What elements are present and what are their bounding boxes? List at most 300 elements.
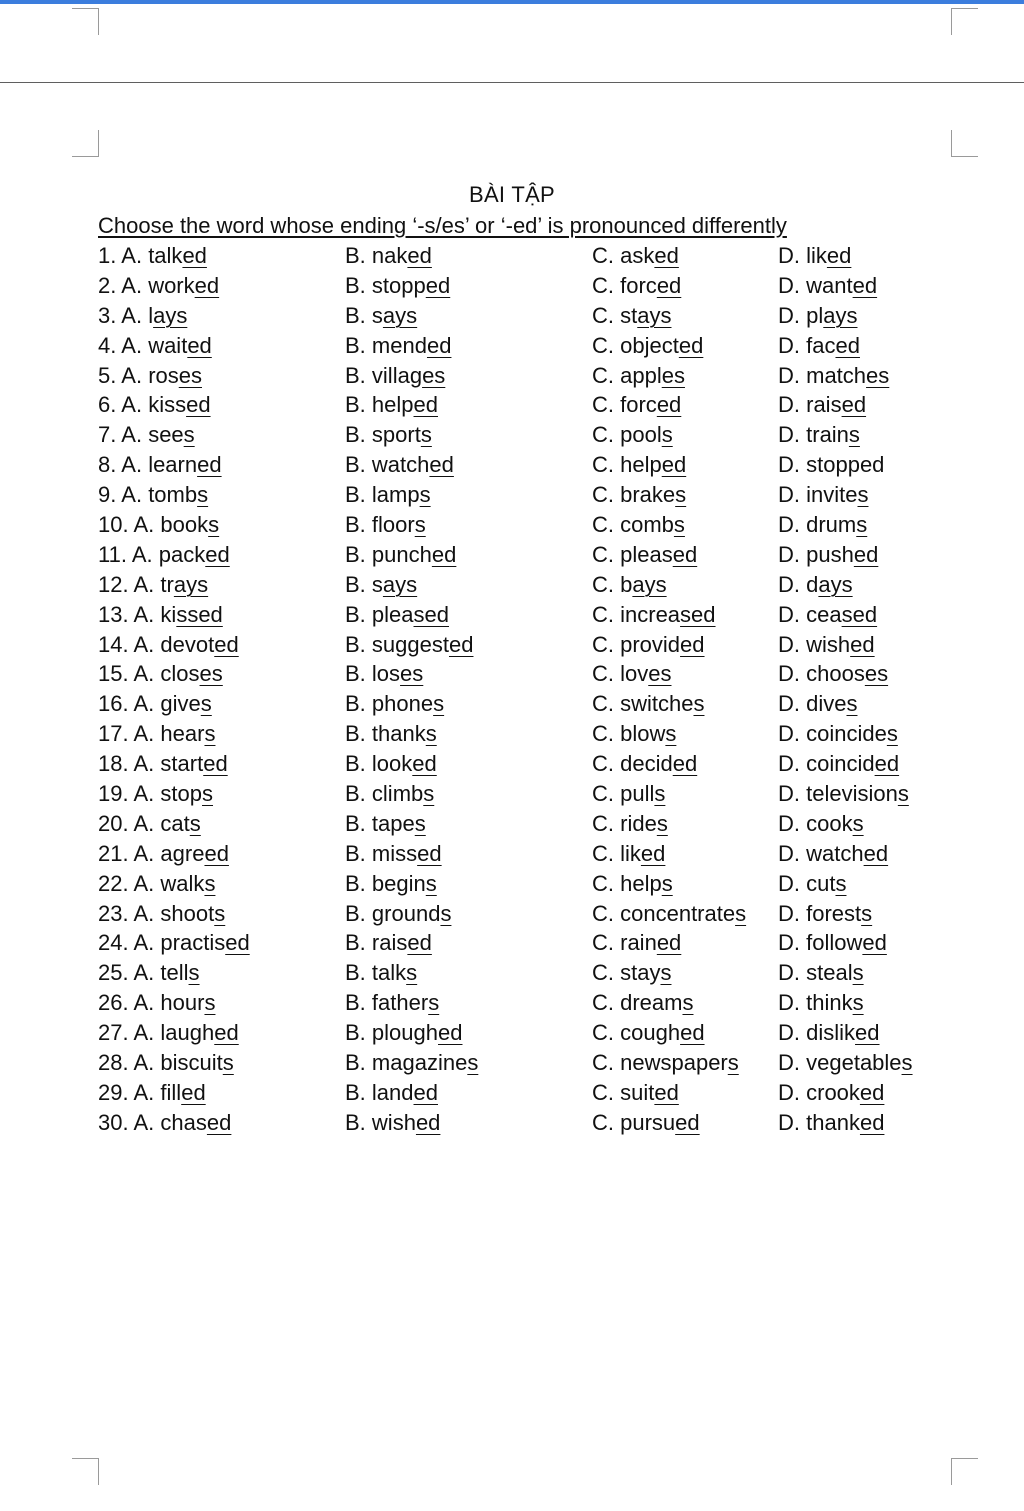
question-row bbox=[0, 600, 1024, 630]
option-b bbox=[345, 600, 449, 630]
word-stem: ki bbox=[160, 601, 177, 627]
option-letter: B. bbox=[345, 631, 366, 657]
underlined-ending: ed bbox=[426, 332, 452, 358]
word-stem: switche bbox=[620, 691, 694, 717]
word-stem: magazine bbox=[371, 1050, 468, 1076]
word-stem: give bbox=[160, 691, 201, 717]
word-stem: rais bbox=[371, 930, 408, 956]
option-d bbox=[778, 390, 866, 420]
underlined-ending: s bbox=[886, 721, 898, 747]
question-number: 6. bbox=[98, 392, 117, 418]
word-stem: dive bbox=[806, 691, 847, 717]
underlined-ending: es bbox=[864, 661, 889, 687]
option-c bbox=[592, 361, 685, 391]
question-number: 4. bbox=[98, 332, 117, 358]
option-letter: B. bbox=[345, 990, 366, 1016]
underlined-ending: ays bbox=[637, 302, 672, 328]
option-b bbox=[345, 839, 442, 869]
option-letter: C. bbox=[592, 482, 614, 508]
underlined-ending: ed bbox=[415, 1109, 441, 1135]
underlined-ending: s bbox=[665, 721, 677, 747]
option-letter: C. bbox=[592, 422, 614, 448]
word-stem: lik bbox=[620, 840, 641, 866]
option-d bbox=[778, 779, 909, 809]
option-b bbox=[345, 480, 431, 510]
underlined-ending: ed bbox=[672, 751, 698, 777]
question-row bbox=[0, 779, 1024, 809]
crop-mark bbox=[72, 8, 99, 35]
underlined-ending: ed bbox=[859, 1079, 885, 1105]
question-number: 19. bbox=[98, 781, 129, 807]
option-d bbox=[778, 958, 864, 988]
option-a bbox=[98, 570, 208, 600]
underlined-ending: s bbox=[835, 870, 847, 896]
underlined-ending: ed bbox=[187, 332, 212, 358]
option-d bbox=[778, 331, 860, 361]
underlined-ending: s bbox=[735, 900, 747, 926]
option-letter: A. bbox=[133, 1109, 155, 1135]
underlined-ending: ed bbox=[425, 272, 451, 298]
question-number: 23. bbox=[98, 900, 129, 926]
option-letter: A. bbox=[133, 810, 155, 836]
word-stem: steal bbox=[806, 960, 853, 986]
word-stem: object bbox=[620, 332, 679, 358]
option-b bbox=[345, 271, 450, 301]
underlined-ending: ed bbox=[654, 243, 679, 268]
option-c bbox=[592, 450, 686, 480]
option-letter: C. bbox=[592, 362, 614, 388]
option-a bbox=[98, 420, 195, 450]
option-letter: C. bbox=[592, 243, 614, 268]
underlined-ending: s bbox=[661, 870, 673, 896]
question-row bbox=[0, 331, 1024, 361]
question-list bbox=[0, 241, 1024, 1138]
option-a bbox=[98, 958, 200, 988]
option-letter: A. bbox=[131, 541, 153, 567]
option-letter: B. bbox=[345, 452, 366, 478]
underlined-ending: ed bbox=[835, 332, 860, 358]
question-number: 9. bbox=[98, 482, 117, 508]
option-letter: D. bbox=[778, 392, 800, 418]
word-stem: clos bbox=[160, 661, 200, 687]
option-d bbox=[778, 749, 899, 779]
option-letter: D. bbox=[778, 482, 800, 508]
word-stem: d bbox=[806, 571, 819, 597]
option-letter: D. bbox=[778, 840, 800, 866]
word-stem: forest bbox=[806, 900, 862, 926]
word-stem: phone bbox=[371, 691, 434, 717]
option-b bbox=[345, 988, 439, 1018]
option-letter: B. bbox=[345, 930, 366, 956]
option-d bbox=[778, 719, 898, 749]
word-stem: blow bbox=[620, 721, 666, 747]
option-letter: C. bbox=[592, 930, 614, 956]
option-letter: D. bbox=[778, 661, 800, 687]
word-stem: dislik bbox=[806, 1020, 856, 1046]
option-a bbox=[98, 779, 213, 809]
option-letter: C. bbox=[592, 1079, 614, 1105]
underlined-ending: s bbox=[440, 900, 452, 926]
option-c bbox=[592, 958, 671, 988]
question-row bbox=[0, 241, 1024, 271]
option-a bbox=[98, 719, 215, 749]
underlined-ending: s bbox=[673, 512, 685, 538]
option-a bbox=[98, 600, 223, 630]
word-stem: work bbox=[148, 272, 195, 298]
option-d bbox=[778, 450, 884, 480]
option-letter: B. bbox=[345, 482, 366, 508]
option-b bbox=[345, 928, 432, 958]
option-c bbox=[592, 749, 697, 779]
crop-mark bbox=[72, 130, 99, 157]
option-letter: D. bbox=[778, 751, 800, 777]
word-stem: walk bbox=[160, 870, 205, 896]
option-letter: D. bbox=[778, 452, 800, 478]
option-b bbox=[345, 1108, 440, 1138]
option-letter: C. bbox=[592, 1020, 614, 1046]
question-row bbox=[0, 659, 1024, 689]
option-b bbox=[345, 420, 432, 450]
word-stem: l bbox=[148, 302, 154, 328]
underlined-ending: ed bbox=[672, 541, 698, 567]
question-number: 28. bbox=[98, 1050, 129, 1076]
option-letter: D. bbox=[778, 571, 800, 597]
option-letter: B. bbox=[345, 1079, 366, 1105]
option-letter: C. bbox=[592, 751, 614, 777]
word-stem: laugh bbox=[160, 1020, 215, 1046]
underlined-ending: ed bbox=[413, 392, 438, 418]
question-number: 15. bbox=[98, 661, 129, 687]
underlined-ending: es bbox=[400, 661, 424, 687]
question-row bbox=[0, 480, 1024, 510]
question-row bbox=[0, 869, 1024, 899]
word-stem: tomb bbox=[148, 482, 198, 508]
option-b bbox=[345, 899, 451, 929]
option-c bbox=[592, 271, 681, 301]
option-letter: D. bbox=[778, 302, 800, 328]
word-stem: talk bbox=[371, 960, 407, 986]
underlined-ending: s bbox=[852, 960, 864, 986]
option-letter: C. bbox=[592, 661, 614, 687]
option-letter: D. bbox=[778, 1109, 800, 1135]
option-b bbox=[345, 749, 437, 779]
option-b bbox=[345, 659, 423, 689]
word-stem: appl bbox=[620, 362, 662, 388]
underlined-ending: ed bbox=[862, 930, 887, 956]
underlined-ending: s bbox=[846, 691, 858, 717]
option-letter: B. bbox=[345, 810, 366, 836]
question-row bbox=[0, 271, 1024, 301]
word-stem: cea bbox=[806, 601, 842, 627]
option-letter: A. bbox=[133, 1079, 155, 1105]
word-stem: pleas bbox=[620, 541, 673, 567]
underlined-ending: ed bbox=[225, 930, 250, 956]
word-stem: rais bbox=[806, 392, 842, 418]
option-a bbox=[98, 1078, 206, 1108]
word-stem: land bbox=[371, 1079, 414, 1105]
option-b bbox=[345, 958, 417, 988]
option-letter: B. bbox=[345, 1109, 366, 1135]
word-stem: lov bbox=[620, 661, 649, 687]
word-stem: push bbox=[806, 541, 854, 567]
question-row bbox=[0, 301, 1024, 331]
option-letter: C. bbox=[592, 571, 614, 597]
underlined-ending: ays bbox=[382, 571, 418, 597]
option-a bbox=[98, 630, 239, 660]
option-letter: C. bbox=[592, 392, 614, 418]
question-number: 8. bbox=[98, 452, 117, 478]
word-stem: help bbox=[620, 870, 662, 896]
option-b bbox=[345, 540, 456, 570]
option-a bbox=[98, 869, 215, 899]
underlined-ending: ed bbox=[412, 751, 437, 777]
word-stem: tape bbox=[371, 810, 415, 836]
option-a bbox=[98, 839, 229, 869]
option-c bbox=[592, 630, 705, 660]
underlined-ending: ed bbox=[678, 332, 704, 358]
option-letter: A. bbox=[133, 990, 155, 1016]
question-row bbox=[0, 1078, 1024, 1108]
word-stem: brake bbox=[620, 482, 676, 508]
option-a bbox=[98, 1048, 234, 1078]
option-b bbox=[345, 570, 417, 600]
option-letter: B. bbox=[345, 302, 366, 328]
option-b bbox=[345, 779, 434, 809]
underlined-ending: s bbox=[852, 810, 864, 836]
underlined-ending: s bbox=[189, 810, 201, 836]
option-letter: A. bbox=[121, 243, 143, 268]
question-number: 20. bbox=[98, 810, 129, 836]
word-stem: match bbox=[806, 362, 867, 388]
underlined-ending: s bbox=[425, 721, 437, 747]
underlined-ending: s bbox=[856, 512, 868, 538]
underlined-ending: s bbox=[204, 721, 216, 747]
underlined-ending: s bbox=[222, 1050, 234, 1076]
option-c bbox=[592, 899, 746, 929]
option-d bbox=[778, 480, 868, 510]
underlined-ending: s bbox=[852, 990, 864, 1016]
option-c bbox=[592, 1018, 705, 1048]
word-stem: chas bbox=[160, 1109, 207, 1135]
option-letter: C. bbox=[592, 601, 614, 627]
underlined-ending: s bbox=[467, 1050, 479, 1076]
option-letter: B. bbox=[345, 870, 366, 896]
word-stem: invite bbox=[806, 482, 858, 508]
underlined-ending: ed bbox=[680, 1020, 705, 1046]
underlined-ending: es bbox=[661, 362, 685, 388]
option-letter: C. bbox=[592, 541, 614, 567]
option-c bbox=[592, 689, 704, 719]
word-stem: cat bbox=[160, 810, 190, 836]
word-stem: lamp bbox=[371, 482, 420, 508]
word-stem: thank bbox=[371, 721, 426, 747]
word-stem: wish bbox=[371, 1109, 416, 1135]
header-divider bbox=[0, 82, 1024, 83]
option-b bbox=[345, 1018, 462, 1048]
underlined-ending: ed bbox=[182, 243, 207, 268]
word-stem: tr bbox=[160, 571, 174, 597]
underlined-ending: ed bbox=[205, 541, 230, 567]
question-number: 18. bbox=[98, 751, 129, 777]
underlined-ending: ed bbox=[640, 840, 666, 866]
option-b bbox=[345, 450, 454, 480]
question-row bbox=[0, 928, 1024, 958]
option-a bbox=[98, 899, 225, 929]
word-stem: kiss bbox=[148, 392, 187, 418]
option-letter: A. bbox=[133, 840, 155, 866]
question-number: 3. bbox=[98, 302, 117, 328]
option-letter: B. bbox=[345, 601, 366, 627]
option-letter: B. bbox=[345, 571, 366, 597]
option-d bbox=[778, 899, 872, 929]
word-stem: miss bbox=[371, 840, 418, 866]
question-row bbox=[0, 1048, 1024, 1078]
word-stem: b bbox=[620, 571, 633, 597]
option-b bbox=[345, 630, 473, 660]
option-d bbox=[778, 839, 888, 869]
option-letter: C. bbox=[592, 870, 614, 896]
option-c bbox=[592, 839, 665, 869]
option-b bbox=[345, 241, 432, 271]
option-d bbox=[778, 809, 864, 839]
word-stem: pull bbox=[620, 781, 655, 807]
word-stem: concentrate bbox=[620, 900, 736, 926]
underlined-ending: s bbox=[204, 990, 216, 1016]
word-stem: agre bbox=[160, 840, 205, 866]
option-letter: A. bbox=[133, 781, 155, 807]
option-d bbox=[778, 301, 858, 331]
underlined-ending: s bbox=[420, 422, 432, 448]
word-stem: wait bbox=[148, 332, 188, 358]
word-stem: hear bbox=[160, 721, 205, 747]
option-a bbox=[98, 331, 212, 361]
underlined-ending: ed bbox=[417, 840, 442, 866]
option-c bbox=[592, 719, 676, 749]
option-letter: D. bbox=[778, 721, 800, 747]
option-a bbox=[98, 480, 208, 510]
underlined-ending: es bbox=[178, 362, 202, 388]
option-letter: C. bbox=[592, 900, 614, 926]
question-row bbox=[0, 630, 1024, 660]
option-letter: D. bbox=[778, 631, 800, 657]
option-letter: C. bbox=[592, 631, 614, 657]
option-d bbox=[778, 1048, 913, 1078]
option-letter: A. bbox=[133, 631, 155, 657]
underlined-ending: ed bbox=[214, 631, 239, 657]
crop-mark bbox=[951, 130, 978, 157]
option-a bbox=[98, 361, 202, 391]
underlined-ending: s bbox=[200, 691, 212, 717]
option-b bbox=[345, 510, 426, 540]
option-d bbox=[778, 689, 857, 719]
word-stem: hour bbox=[160, 990, 205, 1016]
option-letter: D. bbox=[778, 930, 800, 956]
option-c bbox=[592, 988, 693, 1018]
question-row bbox=[0, 899, 1024, 929]
underlined-ending: ed bbox=[197, 452, 222, 478]
word-stem: stopp bbox=[371, 272, 426, 298]
word-stem: los bbox=[371, 661, 401, 687]
option-letter: B. bbox=[345, 840, 366, 866]
underlined-ending: s bbox=[675, 482, 687, 508]
option-letter: D. bbox=[778, 1079, 800, 1105]
underlined-ending: s bbox=[183, 422, 195, 448]
option-letter: A. bbox=[133, 1020, 155, 1046]
question-row bbox=[0, 1018, 1024, 1048]
underlined-ending: ays bbox=[382, 302, 418, 328]
word-stem: crook bbox=[806, 1079, 860, 1105]
option-letter: D. bbox=[778, 691, 800, 717]
underlined-ending: sed bbox=[841, 601, 878, 627]
underlined-ending: s bbox=[433, 691, 445, 717]
word-stem: cook bbox=[806, 810, 853, 836]
option-letter: A. bbox=[133, 930, 155, 956]
option-letter: C. bbox=[592, 1050, 614, 1076]
question-number: 16. bbox=[98, 691, 129, 717]
option-a bbox=[98, 809, 201, 839]
word-stem: see bbox=[148, 422, 184, 448]
option-letter: B. bbox=[345, 721, 366, 747]
option-letter: B. bbox=[345, 900, 366, 926]
option-c bbox=[592, 809, 668, 839]
word-stem: help bbox=[371, 392, 414, 418]
option-letter: A. bbox=[133, 1050, 155, 1076]
option-b bbox=[345, 1048, 478, 1078]
underlined-ending: s bbox=[414, 512, 426, 538]
underlined-ending: ed bbox=[680, 631, 705, 657]
option-letter: C. bbox=[592, 781, 614, 807]
option-b bbox=[345, 719, 437, 749]
option-letter: A. bbox=[133, 900, 155, 926]
underlined-ending: ays bbox=[823, 302, 858, 328]
word-stem: start bbox=[160, 751, 204, 777]
word-stem: newspaper bbox=[620, 1050, 728, 1076]
underlined-ending: sed bbox=[413, 601, 449, 627]
option-c bbox=[592, 928, 681, 958]
option-letter: D. bbox=[778, 990, 800, 1016]
word-stem: devot bbox=[160, 631, 215, 657]
option-d bbox=[778, 361, 889, 391]
crop-mark bbox=[951, 8, 978, 35]
underlined-ending: s bbox=[857, 482, 869, 508]
word-stem: cough bbox=[620, 1020, 681, 1046]
question-number: 11. bbox=[98, 541, 127, 567]
underlined-ending: ays bbox=[153, 302, 188, 328]
option-d bbox=[778, 1018, 880, 1048]
underlined-ending: ed bbox=[214, 1020, 239, 1046]
word-stem: look bbox=[371, 751, 413, 777]
underlined-ending: ed bbox=[203, 751, 228, 777]
underlined-ending: sed bbox=[680, 601, 716, 627]
option-c bbox=[592, 420, 673, 450]
option-letter: A. bbox=[121, 422, 143, 448]
option-d bbox=[778, 1078, 884, 1108]
option-a bbox=[98, 390, 211, 420]
option-b bbox=[345, 689, 444, 719]
underlined-ending: s bbox=[897, 781, 909, 807]
option-b bbox=[345, 361, 445, 391]
option-c bbox=[592, 659, 672, 689]
underlined-ending: s bbox=[204, 870, 216, 896]
word-stem: punch bbox=[371, 541, 432, 567]
option-a bbox=[98, 271, 219, 301]
option-d bbox=[778, 510, 867, 540]
option-d bbox=[778, 630, 875, 660]
underlined-ending: ed bbox=[429, 452, 454, 478]
question-row bbox=[0, 988, 1024, 1018]
word-stem: pursu bbox=[620, 1109, 676, 1135]
page-title: BÀI TẬP bbox=[468, 182, 556, 207]
